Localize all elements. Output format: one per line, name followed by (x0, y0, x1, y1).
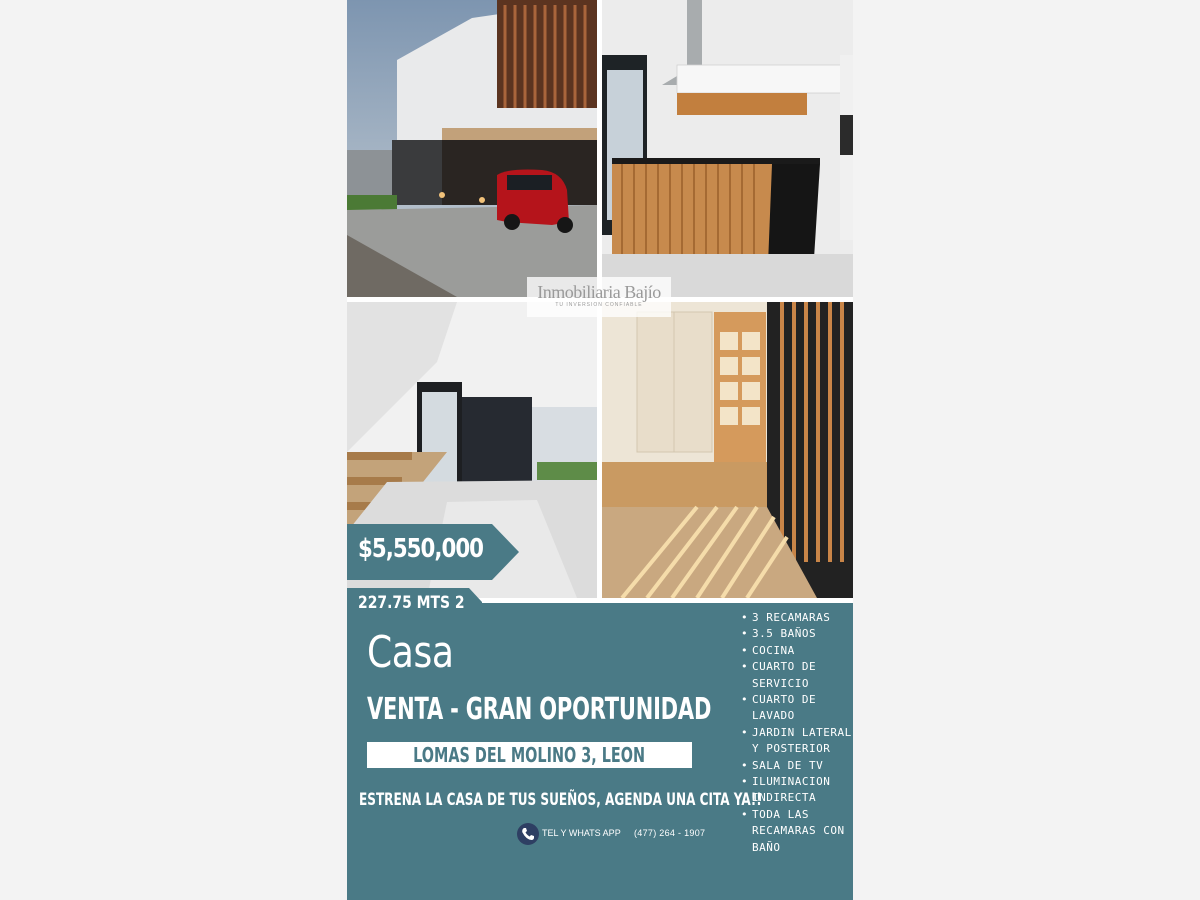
listing-poster (347, 0, 853, 900)
feature-item: • ILUMINACION INDIRECTA (741, 774, 853, 807)
area-value: 227.75 MTS 2 (358, 593, 465, 613)
watermark-tagline: TU INVERSION CONFIABLE (555, 302, 643, 308)
exterior-photo (347, 0, 597, 297)
features-list (741, 610, 853, 856)
feature-item: • TODA LAS RECAMARAS CON BAÑO (741, 807, 853, 856)
price-value: $5,550,000 (358, 534, 484, 564)
feature-item: • JARDIN LATERAL Y POSTERIOR (741, 725, 853, 758)
call-to-action: ESTRENA LA CASA DE TUS SUEÑOS, AGENDA UNA CITA YA!! (359, 790, 762, 810)
location-box (367, 742, 692, 768)
feature-item: • CUARTO DE LAVADO (741, 692, 853, 725)
feature-item: • CUARTO DE SERVICIO (741, 659, 853, 692)
agency-watermark (527, 277, 671, 317)
price-tag (347, 524, 522, 580)
feature-item: • 3.5 BAÑOS (741, 626, 853, 642)
phone-icon (517, 823, 539, 845)
interior-detail-photo (602, 302, 853, 598)
operation-headline: VENTA - GRAN OPORTUNIDAD (367, 692, 712, 727)
feature-item: • COCINA (741, 643, 853, 659)
watermark-name: Inmobiliaria Bajío (537, 282, 661, 302)
kitchen-photo (602, 0, 853, 297)
location-text: LOMAS DEL MOLINO 3, LEON (413, 743, 646, 767)
feature-item: • SALA DE TV (741, 758, 853, 774)
feature-item: • 3 RECAMARAS (741, 610, 853, 626)
contact-phone: (477) 264 - 1907 (634, 828, 706, 838)
property-type: Casa (367, 627, 454, 678)
contact-label: TEL Y WHATS APP (542, 828, 621, 838)
